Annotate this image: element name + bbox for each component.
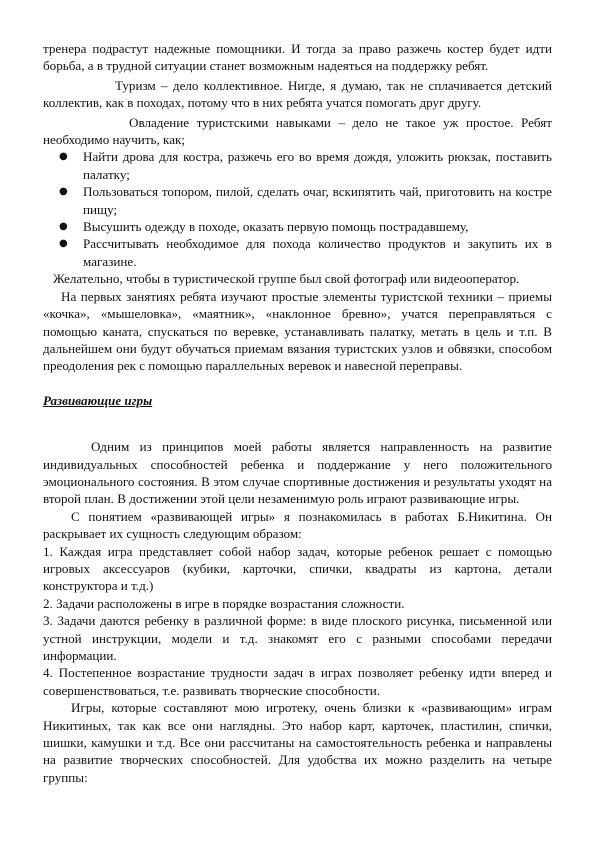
paragraph-game-library: Игры, которые составляют мою игротеку, очень близки к «развивающим» играм Никитиных, так как все они наглядны. Это набор карт, карточек, пластилин, спички, шишки, камушки и т.д. Все они рассчитаны на самостоятельность ребенка и направлены на развитие творческих способностей. Для удобства их можно разделить на четыре группы:	[43, 700, 552, 785]
list-item-text: Рассчитывать необходимое для похода количество продуктов и закупить их в магазине.	[83, 236, 552, 269]
paragraph-photographer: Желательно, чтобы в туристической группе был свой фотограф или видеооператор.	[53, 271, 520, 287]
numbered-item-2: 2. Задачи расположены в игре в порядке возрастания сложности.	[43, 595, 405, 611]
list-item-text: Найти дрова для костра, разжечь его во время дождя, уложить рюкзак, поставить палатку;	[83, 149, 552, 182]
numbered-item-3: 3. Задачи даются ребенку в различной форме: в виде плоского рисунка, письменной или устной инструкции, модели и т.д. знакомят его с разными способами передачи информации.	[43, 613, 552, 663]
skills-bullet-list	[43, 148, 552, 270]
paragraph-nikitin-concept: С понятием «развивающей игры» я познакомилась в работах Б.Никитина. Он раскрывает их сущность следующим образом:	[43, 508, 552, 542]
paragraph-tourism-collective: Туризм – дело коллективное. Нигде, я думаю, так не сплачивается детский коллектив, как в походах, потому что в них ребята учатся помогать друг другу.	[43, 77, 552, 111]
numbered-item-1: 1. Каждая игра представляет собой набор задач, которые ребенок решает с помощью игровых аксессуаров (кубики, карточки, спички, квадраты из картона, детали конструктора и т.д.)	[43, 543, 552, 594]
list-item-text: Высушить одежду в походе, оказать первую помощь пострадавшему,	[83, 219, 469, 235]
bullet-icon: ●	[59, 151, 68, 163]
paragraph-first-lessons: На первых занятиях ребята изучают простые элементы туристской техники – приемы «кочка», «мышеловка», «маятник», «наклонное бревно», учатся переправляться с помощью каната, спускаться по веревке, устанавливать палатку, метать в цель и т.п. В дальнейшем они будут обучаться приемам вязания туристских узлов и обвязки, способом преодоления рек с помощью параллельных веревок и навесной переправы.	[43, 288, 552, 374]
numbered-item-4: 4. Постепенное возрастание трудности задач в играх позволяет ребенку идти вперед и совершенствоваться, т.е. развивать творческие способности.	[43, 665, 552, 698]
bullet-icon: ●	[59, 186, 68, 198]
bullet-icon: ●	[59, 238, 68, 250]
list-item	[43, 183, 552, 218]
list-item	[43, 218, 552, 235]
list-item-text: Пользоваться топором, пилой, сделать очаг, вскипятить чай, приготовить на костре пищу;	[83, 184, 552, 217]
list-item	[43, 148, 552, 183]
paragraph-coach-helpers: тренера подрастут надежные помощники. И тогда за право разжечь костер будет идти борьба, а в трудной ситуации станет возможным надеяться на поддержку ребят.	[43, 41, 552, 74]
bullet-icon: ●	[59, 221, 68, 233]
paragraph-tourist-skills: Овладение туристскими навыками – дело не такое уж простое. Ребят необходимо научить, как;	[43, 114, 552, 148]
paragraph-work-principles: Одним из принципов моей работы является направленность на развитие индивидуальных способностей ребенка и поддержание у него положительного эмоционального состояния. В этом случае спортивные достижения и результаты уходят на второй план. В достижении этой цели незаменимую роль играют развивающие игры.	[43, 439, 552, 507]
section-heading: Развивающие игры	[43, 392, 153, 408]
list-item	[43, 235, 552, 270]
